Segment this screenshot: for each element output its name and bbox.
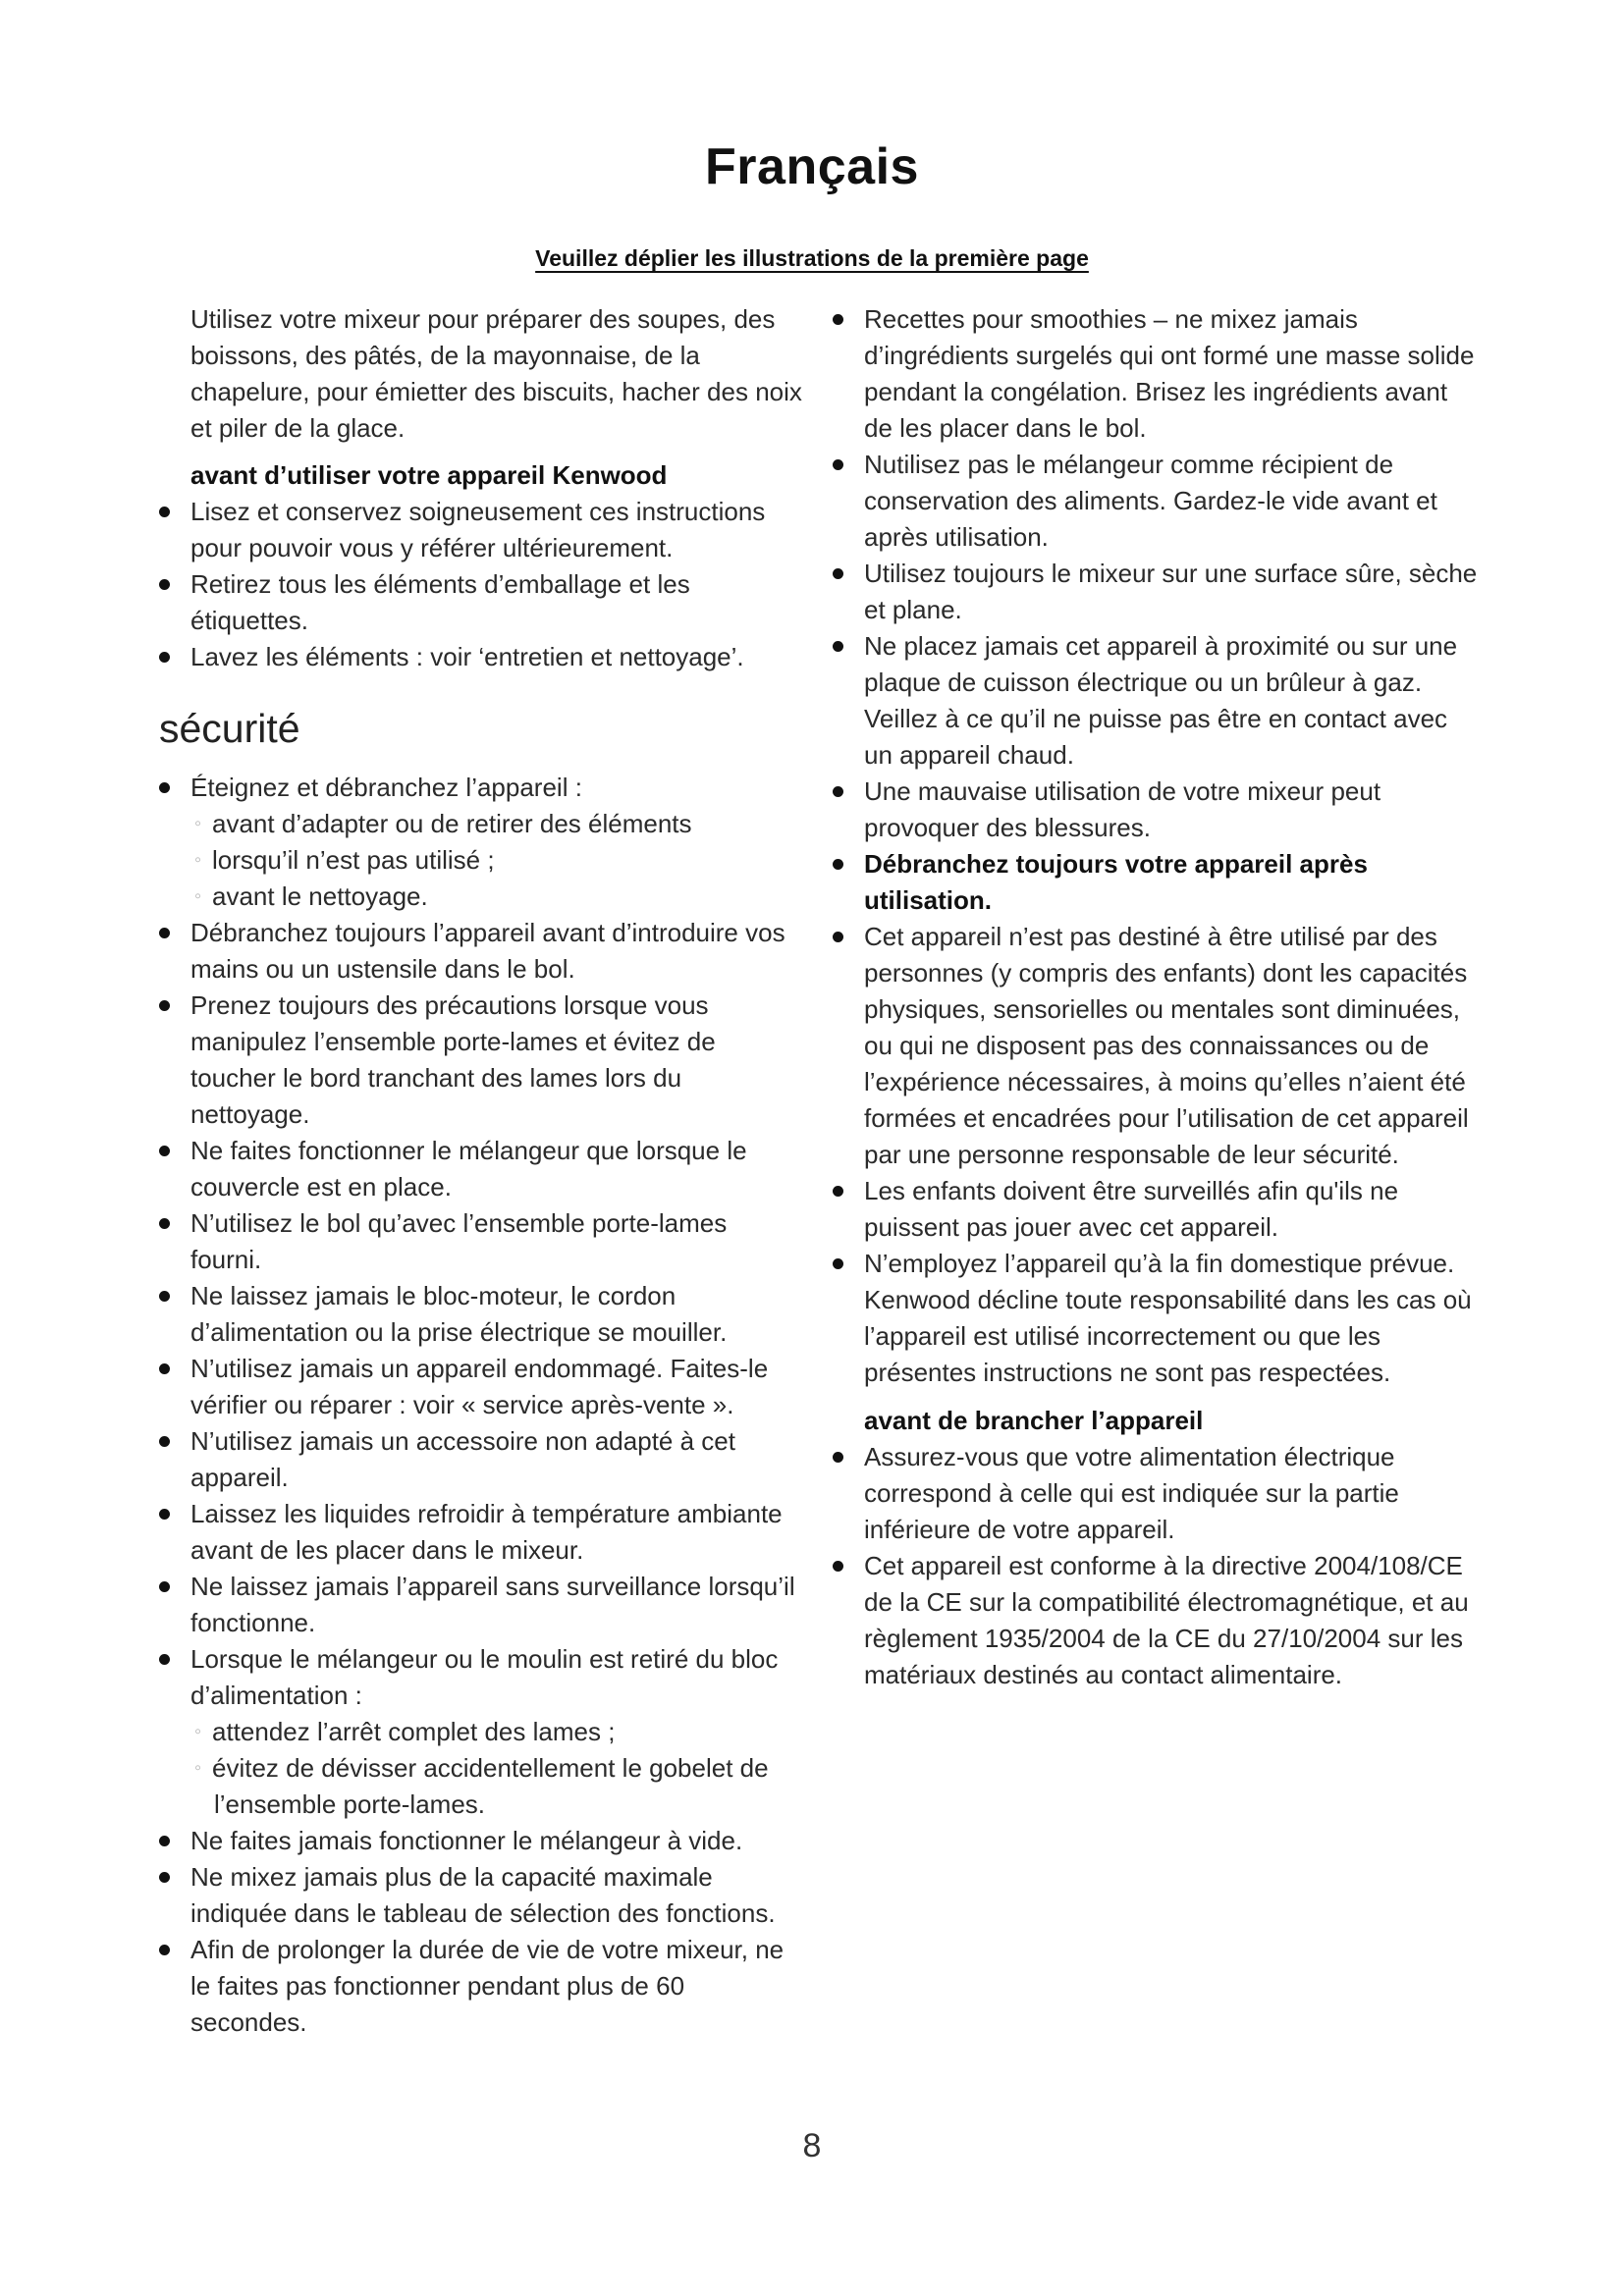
- list-item: [159, 770, 802, 915]
- sub-list-item: ◦ attendez l’arrêt complet des lames ;: [214, 1714, 802, 1750]
- before-use-list: [159, 494, 802, 675]
- list-item: N’employez l’appareil qu’à la fin domestique prévue. Kenwood décline toute responsabilité dans les cas où l’appareil est utilisé incorrectement ou que les présentes instructions ne sont pas respectées.: [833, 1246, 1481, 1391]
- list-item: Ne laissez jamais l’appareil sans surveillance lorsqu’il fonctionne.: [159, 1569, 802, 1641]
- unfold-instruction-text: Veuillez déplier les illustrations de la première page: [535, 245, 1089, 271]
- list-item: Recettes pour smoothies – ne mixez jamais d’ingrédients surgelés qui ont formé une masse solide pendant la congélation. Brisez les ingrédients avant de les placer dans le bol.: [833, 301, 1481, 447]
- list-item: [159, 1641, 802, 1823]
- intro-paragraph: Utilisez votre mixeur pour préparer des soupes, des boissons, des pâtés, de la mayonnaise, de la chapelure, pour émietter des biscuits, hacher des noix et piler de la glace.: [190, 304, 802, 443]
- list-item: N’utilisez le bol qu’avec l’ensemble porte-lames fourni.: [159, 1205, 802, 1278]
- list-item: Nutilisez pas le mélangeur comme récipient de conservation des aliments. Gardez-le vide avant et après utilisation.: [833, 447, 1481, 556]
- list-item: Afin de prolonger la durée de vie de votre mixeur, ne le faites pas fonctionner pendant plus de 60 secondes.: [159, 1932, 802, 2041]
- left-column: [159, 301, 802, 2041]
- list-item-text: Lorsque le mélangeur ou le moulin est retiré du bloc d’alimentation :: [190, 1644, 779, 1710]
- list-item: Ne placez jamais cet appareil à proximité ou sur une plaque de cuisson électrique ou un brûleur à gaz. Veillez à ce qu’il ne puisse pas être en contact avec un appareil chaud.: [833, 628, 1481, 774]
- list-item: Débranchez toujours l’appareil avant d’introduire vos mains ou un ustensile dans le bol.: [159, 915, 802, 988]
- list-item: N’utilisez jamais un appareil endommagé. Faites-le vérifier ou réparer : voir « service après-vente ».: [159, 1351, 802, 1423]
- list-item: Lisez et conservez soigneusement ces instructions pour pouvoir vous y référer ultérieurement.: [159, 494, 802, 566]
- list-item-text: Éteignez et débranchez l’appareil :: [190, 773, 582, 802]
- safety-heading: sécurité: [159, 706, 300, 751]
- page-number: 8: [802, 2127, 822, 2164]
- sub-list-item: ◦ avant le nettoyage.: [214, 879, 802, 915]
- before-plugging-heading: avant de brancher l’appareil: [864, 1406, 1204, 1435]
- page-title: Français: [705, 138, 919, 195]
- list-item: Ne laissez jamais le bloc-moteur, le cordon d’alimentation ou la prise électrique se mouiller.: [159, 1278, 802, 1351]
- sub-list: [190, 1714, 802, 1823]
- list-item: Ne mixez jamais plus de la capacité maximale indiquée dans le tableau de sélection des fonctions.: [159, 1859, 802, 1932]
- right-column: [833, 301, 1481, 1693]
- list-item: Retirez tous les éléments d’emballage et les étiquettes.: [159, 566, 802, 639]
- list-item: Lavez les éléments : voir ‘entretien et nettoyage’.: [159, 639, 802, 675]
- list-item: Ne faites fonctionner le mélangeur que lorsque le couvercle est en place.: [159, 1133, 802, 1205]
- safety-list: [159, 770, 802, 2041]
- sub-list-item: ◦ lorsqu’il n’est pas utilisé ;: [214, 842, 802, 879]
- list-item: Une mauvaise utilisation de votre mixeur peut provoquer des blessures.: [833, 774, 1481, 846]
- list-item: Assurez-vous que votre alimentation électrique correspond à celle qui est indiquée sur la partie inférieure de votre appareil.: [833, 1439, 1481, 1548]
- list-item: N’utilisez jamais un accessoire non adapté à cet appareil.: [159, 1423, 802, 1496]
- list-item: Utilisez toujours le mixeur sur une surface sûre, sèche et plane.: [833, 556, 1481, 628]
- sub-list: [190, 806, 802, 915]
- before-use-heading: avant d’utiliser votre appareil Kenwood: [190, 460, 668, 490]
- list-item: Laissez les liquides refroidir à température ambiante avant de les placer dans le mixeur.: [159, 1496, 802, 1569]
- list-item-emphasis: Débranchez toujours votre appareil après utilisation.: [833, 846, 1481, 919]
- sub-list-item: ◦ avant d’adapter ou de retirer des éléments: [214, 806, 802, 842]
- list-item: Les enfants doivent être surveillés afin qu'ils ne puissent pas jouer avec cet appareil.: [833, 1173, 1481, 1246]
- before-plugging-list: [833, 1439, 1481, 1693]
- list-item: Cet appareil n’est pas destiné à être utilisé par des personnes (y compris des enfants) dont les capacités physiques, sensorielles ou mentales sont diminuées, ou qui ne disposent pas des connaissances ou de l’expérience nécessaires, à moins qu’elles n’aient été formées et encadrées pour l’utilisation de cet appareil par une personne responsable de leur sécurité.: [833, 919, 1481, 1173]
- safety-list-continued: [833, 301, 1481, 1391]
- list-item: Ne faites jamais fonctionner le mélangeur à vide.: [159, 1823, 802, 1859]
- list-item: Prenez toujours des précautions lorsque vous manipulez l’ensemble porte-lames et évitez de toucher le bord tranchant des lames lors du nettoyage.: [159, 988, 802, 1133]
- sub-list-item: ◦ évitez de dévisser accidentellement le gobelet de l’ensemble porte-lames.: [214, 1750, 802, 1823]
- unfold-instruction: [0, 245, 1624, 272]
- list-item: Cet appareil est conforme à la directive 2004/108/CE de la CE sur la compatibilité électromagnétique, et au règlement 1935/2004 de la CE du 27/10/2004 sur les matériaux destinés au contact alimentaire.: [833, 1548, 1481, 1693]
